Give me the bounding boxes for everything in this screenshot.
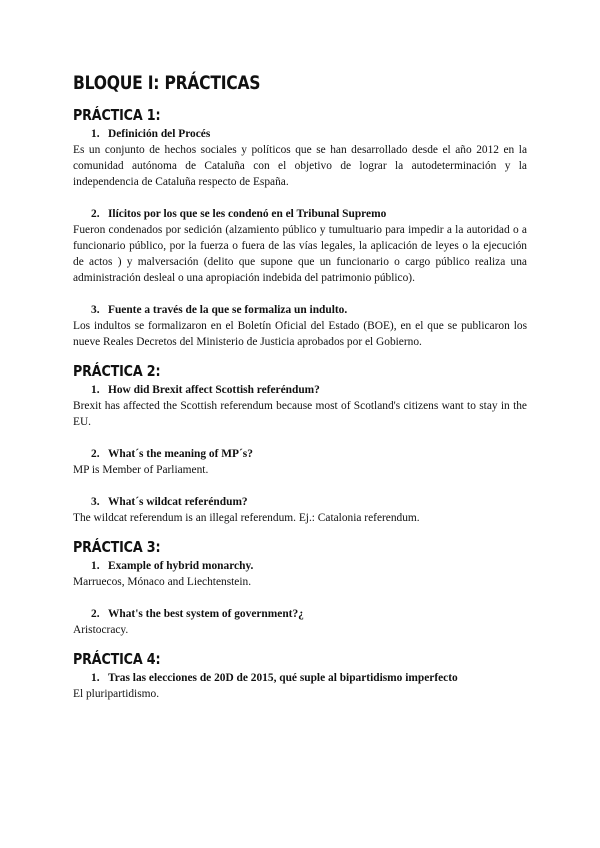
question-number: 1. bbox=[91, 128, 100, 140]
section-heading: PRÁCTICA 1: bbox=[73, 106, 161, 124]
answer-text: Brexit has affected the Scottish referendum because most of Scotland's citizens want to stay in the EU. bbox=[73, 400, 527, 428]
answer-text: Fueron condenados por sedición (alzamiento público y tumultuario para impedir a la autoridad o a funcionario público, por la fuerza o fuera de las vías legales, la aplicación de leyes o la ejecución de actos ) y malversación (delito que supone que un funcionario o cargo público realiza una administración desleal o una apropiación indebida del patrimonio público). bbox=[73, 224, 527, 284]
question bbox=[73, 606, 527, 622]
answer-text: Marruecos, Mónaco and Liechtenstein. bbox=[73, 576, 252, 588]
question bbox=[73, 670, 527, 686]
list-item bbox=[73, 206, 527, 286]
question-text: What's the best system of government?¿ bbox=[108, 608, 304, 620]
section-practica-3 bbox=[73, 538, 527, 638]
question-text: How did Brexit affect Scottish referéndum? bbox=[108, 384, 320, 396]
question-number: 3. bbox=[91, 496, 100, 508]
question-text: Ilícitos por los que se les condenó en el Tribunal Supremo bbox=[108, 208, 387, 220]
question-text: Fuente a través de la que se formaliza un indulto. bbox=[108, 304, 348, 316]
list-item bbox=[73, 382, 527, 430]
page-title: BLOQUE I: PRÁCTICAS bbox=[73, 72, 261, 94]
question-number: 1. bbox=[91, 672, 100, 684]
list-item bbox=[73, 558, 527, 590]
answer-text: Es un conjunto de hechos sociales y políticos que se han desarrollado desde el año 2012 en la comunidad autónoma de Cataluña con el objetivo de lograr la autodeterminación y la independencia de Cataluña respecto de España. bbox=[73, 144, 527, 188]
section-heading: PRÁCTICA 3: bbox=[73, 538, 161, 556]
question-text: Definición del Procés bbox=[108, 128, 211, 140]
section-heading: PRÁCTICA 4: bbox=[73, 650, 161, 668]
question bbox=[73, 446, 527, 462]
section-heading: PRÁCTICA 2: bbox=[73, 362, 161, 380]
list-item bbox=[73, 446, 527, 478]
question-number: 1. bbox=[91, 384, 100, 396]
answer-text: The wildcat referendum is an illegal referendum. Ej.: Catalonia referendum. bbox=[73, 512, 420, 524]
question-number: 1. bbox=[91, 560, 100, 572]
section-practica-1 bbox=[73, 106, 527, 350]
list-item bbox=[73, 126, 527, 190]
list-item bbox=[73, 606, 527, 638]
question-text: What´s wildcat referéndum? bbox=[108, 496, 248, 508]
question bbox=[73, 382, 527, 398]
question-text: What´s the meaning of MP´s? bbox=[108, 448, 253, 460]
question bbox=[73, 206, 527, 222]
list-item bbox=[73, 670, 527, 702]
question bbox=[73, 126, 527, 142]
list-item bbox=[73, 302, 527, 350]
answer-text: Aristocracy. bbox=[73, 624, 129, 636]
question-text: Tras las elecciones de 20D de 2015, qué suple al bipartidismo imperfecto bbox=[108, 672, 458, 684]
section-practica-4 bbox=[73, 650, 527, 702]
question-number: 3. bbox=[91, 304, 100, 316]
answer-text: Los indultos se formalizaron en el Boletín Oficial del Estado (BOE), en el que se publicaron los nueve Reales Decretos del Ministerio de Justicia aprobados por el Gobierno. bbox=[73, 320, 527, 348]
answer-text: MP is Member of Parliament. bbox=[73, 464, 209, 476]
section-practica-2 bbox=[73, 362, 527, 526]
question bbox=[73, 494, 527, 510]
answer-text: El pluripartidismo. bbox=[73, 688, 160, 700]
question-number: 2. bbox=[91, 608, 100, 620]
question-number: 2. bbox=[91, 448, 100, 460]
question-number: 2. bbox=[91, 208, 100, 220]
question bbox=[73, 302, 527, 318]
question-text: Example of hybrid monarchy. bbox=[108, 560, 254, 572]
list-item bbox=[73, 494, 527, 526]
question bbox=[73, 558, 527, 574]
